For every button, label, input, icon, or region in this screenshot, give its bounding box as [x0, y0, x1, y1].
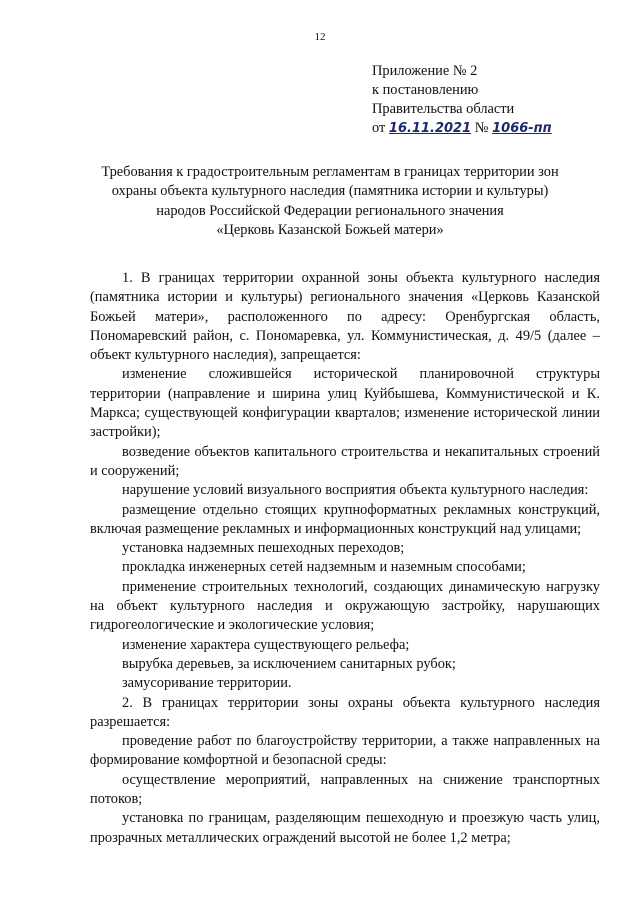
title-line-2: охраны объекта культурного наследия (памятника истории и культуры) — [111, 183, 549, 200]
title-line-4: «Церковь Казанской Божьей матери» — [216, 221, 444, 238]
appendix-line-2: к постановлению — [372, 82, 479, 98]
paragraph: прокладка инженерных сетей надземным и наземным способами; — [122, 559, 526, 576]
paragraph: возведение объектов капитального строительства и некапитальных строений и сооружений; — [90, 443, 600, 479]
document-title — [60, 163, 600, 240]
handwritten-date: 16.11.2021 — [388, 121, 472, 136]
document-body — [90, 269, 600, 848]
paragraph: проведение работ по благоустройству территории, а также направленных на формирование комфортной и безопасной среды: — [90, 733, 600, 769]
appendix-date-line — [372, 119, 552, 138]
paragraph: осуществление мероприятий, направленных на снижение транспортных потоков; — [90, 771, 600, 808]
title-line-3: народов Российской Федерации регионального значения — [156, 202, 504, 219]
paragraph: установка по границам, разделяющим пешеходную и проезжую часть улиц, прозрачных металлических ограждений высотой не более 1,2 метра; — [90, 810, 600, 846]
paragraph: изменение характера существующего рельефа; — [122, 636, 410, 653]
paragraph: нарушение условий визуального восприятия объекта культурного наследия: — [122, 482, 589, 499]
number-prefix: № — [474, 120, 489, 136]
paragraph: 1. В границах территории охранной зоны объекта культурного наследия (памятника истории и культуры) регионального значения «Церковь Казанской Божьей матери», расположенного по адресу: Оренбургская область, Пономаревский район, с. Пономаревка, ул. Коммунистическая, д. 49/5 (далее – объект культурного наследия), запрещается: — [90, 270, 600, 364]
appendix-line-1: Приложение № 2 — [372, 63, 478, 79]
paragraph: замусоривание территории. — [122, 675, 292, 692]
date-prefix: от — [372, 120, 386, 136]
paragraph: применение строительных технологий, создающих динамическую нагрузку на объект культурного наследия и окружающую застройку, нарушающих гидрогеологические и экологические условия; — [90, 578, 600, 634]
handwritten-number: 1066-пп — [492, 121, 552, 136]
appendix-block — [372, 62, 552, 138]
page-number: 12 — [314, 31, 326, 43]
paragraph: изменение сложившейся исторической планировочной структуры территории (направление и ширина улиц Куйбышева, Коммунистической и К. Маркса; существующей конфигурации кварталов; изменение исторической линии застройки); — [90, 366, 600, 441]
paragraph: установка надземных пешеходных переходов; — [122, 540, 405, 557]
paragraph: вырубка деревьев, за исключением санитарных рубок; — [122, 655, 456, 672]
appendix-line-3: Правительства области — [372, 101, 515, 117]
paragraph: 2. В границах территории зоны охраны объекта культурного наследия разрешается: — [90, 694, 600, 730]
paragraph: размещение отдельно стоящих крупноформатных рекламных конструкций, включая размещение рекламных и информационных конструкций над улицами; — [90, 501, 600, 537]
title-line-1: Требования к градостроительным регламентам в границах территории зон — [101, 164, 559, 180]
